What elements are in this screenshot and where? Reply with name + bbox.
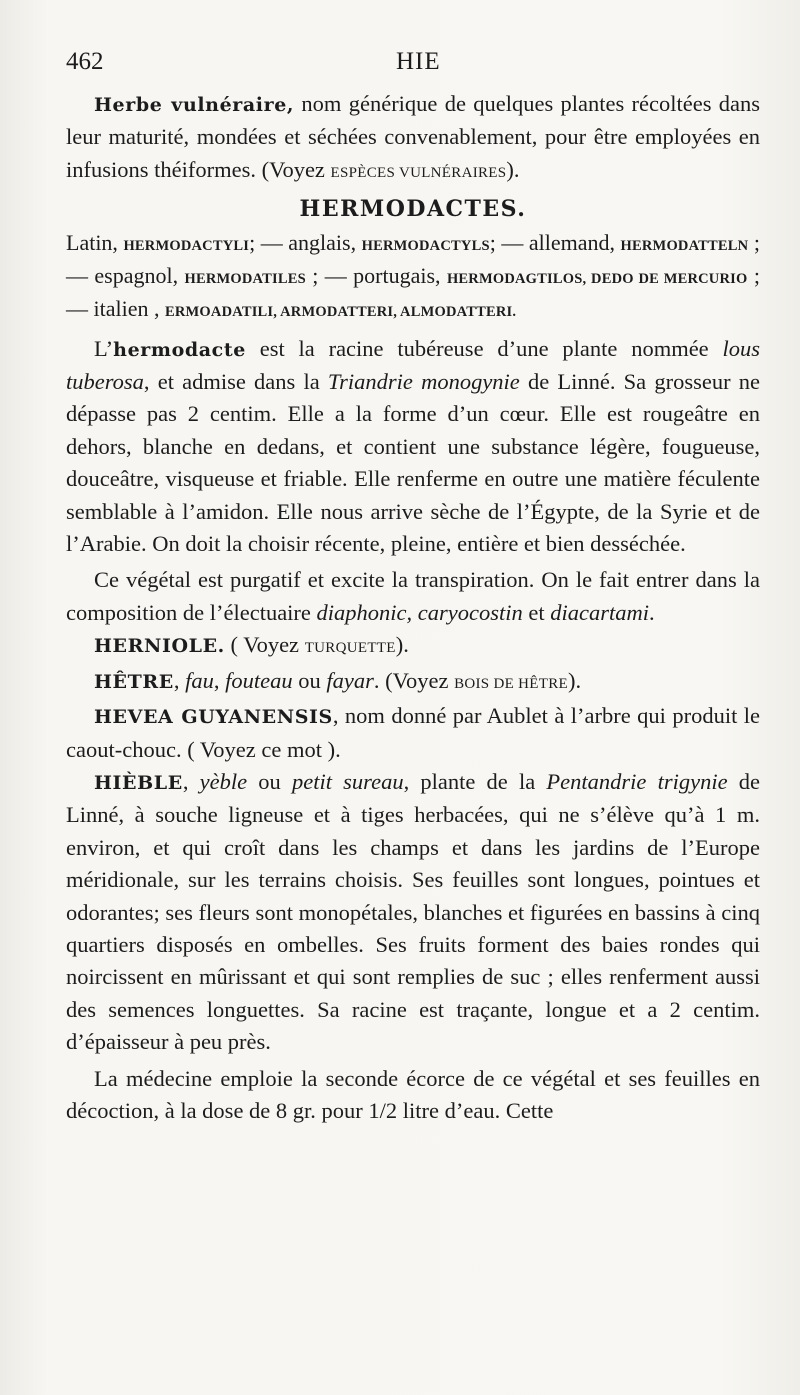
page-header [66, 48, 756, 80]
entry-term: Herbe vulnéraire, [94, 94, 295, 116]
cross-reference: BOIS DE HÊTRE [454, 675, 568, 692]
entry-term: HEVEA GUYANENSIS [94, 706, 333, 729]
running-head: HIE [396, 48, 441, 75]
entry-hevea: HEVEA GUYANENSIS, nom donné par Aublet à l’arbre qui produit le caout-chouc. ( Voyez ce mot ). [66, 703, 761, 762]
entry-hermodacte: L’hermodacte est la racine tubéreuse d’une plante nommée lous tuberosa, et admise dans la Triandrie monogynie de Linné. Sa grosseur ne dépasse pas 2 centim. Elle a la forme d’un cœur. Elle est rougeâtre en dehors, blanche en dedans, et contient une substance légère, fougueuse, douceâtre, visqueuse et friable. Elle renferme en outre une matière féculente semblable à l’amidon. Elle nous arrive sèche de l’Égypte, de la Syrie et de l’Arabie. On doit la choisir récente, pleine, entière et bien desséchée. [66, 335, 760, 557]
page-body [66, 88, 760, 1127]
entry-term: HERNIOLE. [94, 635, 225, 658]
entry-hetre: HÊTRE, fau, fouteau ou fayar. (Voyez BOIS DE HÊTRE). [94, 667, 582, 693]
cross-reference: TURQUETTE [304, 640, 396, 657]
page-number: 462 [66, 48, 104, 75]
entry-hieble: HIÈBLE, yèble ou petit sureau, plante de la Pentandrie trigynie de Linné, à souche ligneuse et à tiges herbacées, qui ne s’élève qu’à 1 m. environ, et qui croît dans les champs et dans les jardins de l’Europe méridionale, sur les terrains choisis. Ses feuilles sont longues, pointues et odorantes; ses fleurs sont monopétales, blanches et figurées en bassins à cinq quartiers disposés en ombelles. Ses fruits forment des baies rondes qui noircissent en mûrissant et qui sont remplies de suc ; elles renferment aussi des semences longuettes. Sa racine est traçante, longue et a 2 centim. d’épaisseur à peu près. [66, 768, 760, 1055]
entry-term: HIÈBLE [94, 771, 183, 794]
section-heading: HERMODACTES. [299, 196, 527, 223]
cross-reference: ESPÈCES VULNÉRAIRES [330, 164, 507, 181]
synonyms-paragraph: Latin, HERMODACTYLI; — anglais, HERMODACTYLS; — allemand, HERMODATTELN ;— espagnol, HERMODATILES ; — portugais, HERMODAGTILOS, DEDO DE MERCURIO ; — italien , ERMOADATILI, ARMODATTERI, ALMODATTERI. [66, 229, 760, 321]
entry-term: HÊTRE [94, 670, 174, 693]
paragraph-vegetal: Ce végétal est purgatif et excite la transpiration. On le fait entrer dans la composition de l’électuaire diaphonic, caryocostin et diacartami. [66, 567, 760, 625]
entry-herbe-vulneraire: Herbe vulnéraire, nom générique de quelques plantes récoltées dans leur maturité, mondées et séchées convenablement, pour être employées en infusions théiformes. (Voyez ESPÈCES VULNÉRAIRES). [66, 91, 761, 182]
entry-herniole: HERNIOLE. ( Voyez TURQUETTE). [94, 632, 409, 658]
entry-term: hermodacte [113, 338, 246, 361]
paragraph-medecine: La médecine emploie la seconde écorce de ce végétal et ses feuilles en décoction, à la dose de 8 gr. pour 1/2 litre d’eau. Cette [66, 1065, 760, 1123]
